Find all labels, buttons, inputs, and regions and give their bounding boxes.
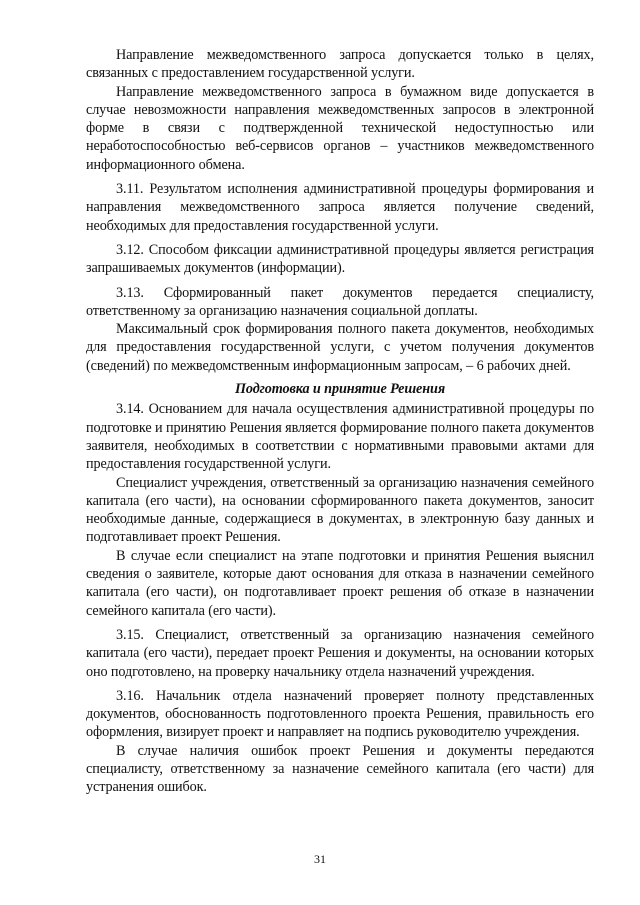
paragraph-3-14: 3.14. Основанием для начала осуществления административной процедуры по подготовке и принятию Решения является формирование полного пакета документов заявителя, необходимых в соответствии с нормативными правовыми актами для предоставления государственной услуги. xyxy=(86,401,594,473)
paragraph-3-15: 3.15. Специалист, ответственный за организацию назначения семейного капитала (его части), передает проект Решения и документы, на основании которых оно подготовлено, на проверку начальнику отдела назначений учреждения. xyxy=(86,626,594,680)
section-heading: Подготовка и принятие Решения xyxy=(234,381,446,398)
paragraph-3-11: 3.11. Результатом исполнения административной процедуры формирования и направления межведомственного запроса является получение сведений, необходимых для предоставления государственной услуги. xyxy=(86,181,594,234)
paragraph-max-term: Максимальный срок формирования полного пакета документов, необходимых для предоставления государственной услуги, с учетом получения документов (сведений) по межведомственным информационным запросам, – 6 рабочих дней. xyxy=(86,321,594,374)
paragraph-specialist: Специалист учреждения, ответственный за организацию назначения семейного капитала (его части), на основании сформированного пакета документов, заносит необходимые данные, содержащиеся в документах, в электронную базу данных и подготавливает проект Решения. xyxy=(86,474,594,546)
paragraph-paper-request: Направление межведомственного запроса в бумажном виде допускается в случае невозможности направления межведомственных запросов в электронной форме в связи с подтвержденной технической недоступностью или неработоспособностью веб-сервисов органов – участников межведомственного информационного обмена. xyxy=(86,83,594,173)
paragraph-3-12: 3.12. Способом фиксации административной процедуры является регистрация запрашиваемых документов (информации). xyxy=(86,241,594,277)
paragraph-3-13: 3.13. Сформированный пакет документов передается специалисту, ответственному за организацию назначения социальной доплаты. xyxy=(86,284,594,319)
paragraph-errors-case: В случае наличия ошибок проект Решения и документы передаются специалисту, ответственному за назначение семейного капитала (его части) для устранения ошибок. xyxy=(86,742,594,796)
paragraph-3-16: 3.16. Начальник отдела назначений проверяет полноту представленных документов, обоснованность подготовленного проекта Решения, правильность его оформления, визирует проект и направляет на подпись руководителю учреждения. xyxy=(86,687,594,741)
paragraph-request-purpose: Направление межведомственного запроса допускается только в целях, связанных с предоставлением государственной услуги. xyxy=(86,47,594,82)
document-body xyxy=(86,46,594,797)
page-number: 31 xyxy=(314,852,326,866)
paragraph-refusal-case: В случае если специалист на этапе подготовки и принятия Решения выяснил сведения о заявителе, которые дают основания для отказа в назначении семейного капитала (его части), он подготавливает проект решения об отказе в назначении семейного капитала (его части). xyxy=(86,547,594,619)
